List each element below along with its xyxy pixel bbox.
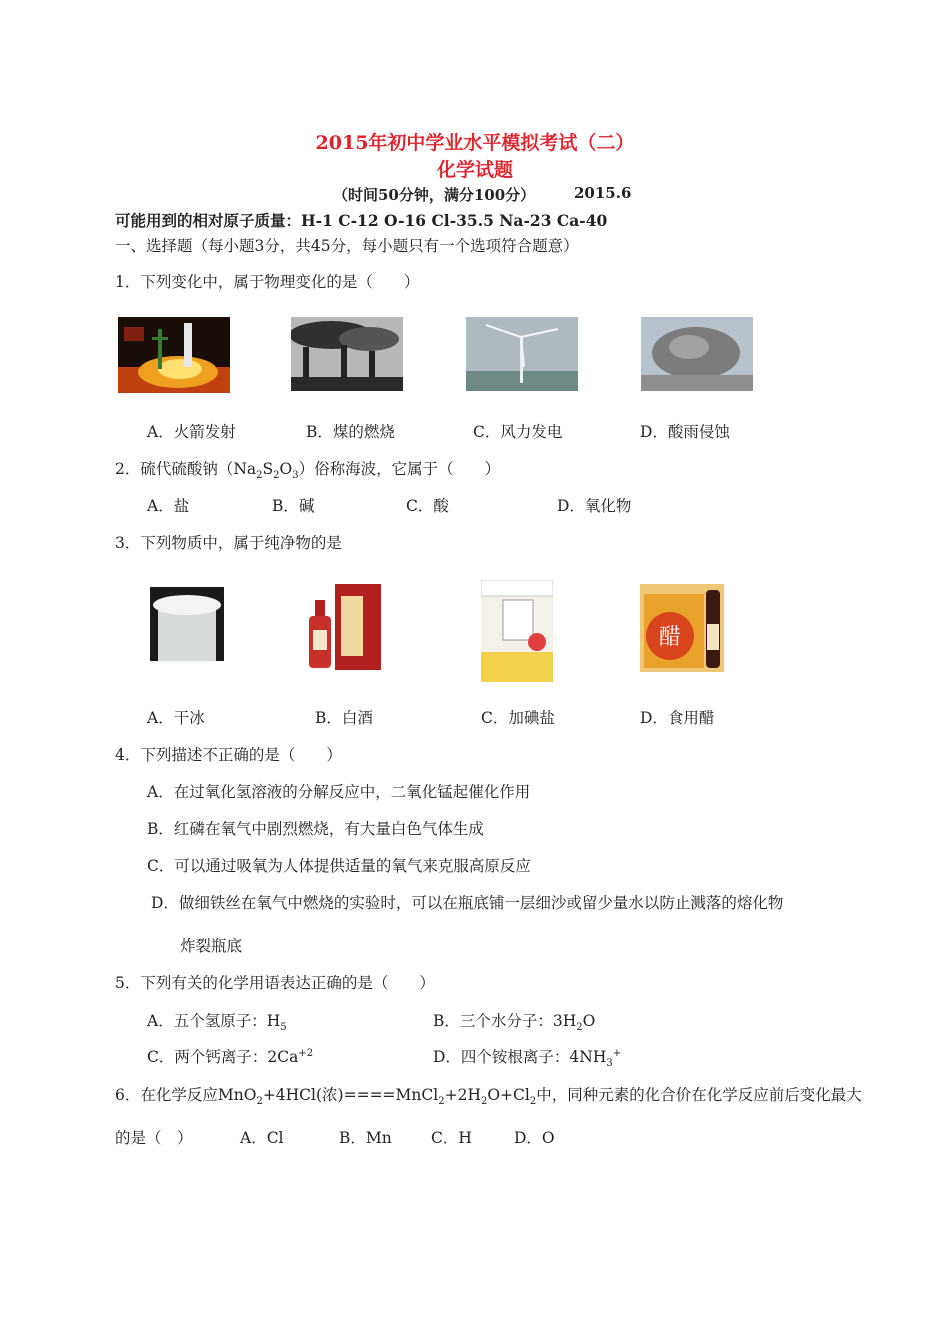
q1-option-b: B．煤的燃烧 <box>306 423 395 441</box>
q4-option-c: C．可以通过吸氧为人体提供适量的氧气来克服高原反应 <box>147 857 531 875</box>
question-2-stem: 2．硫代硫酸钠$(Na_2S_2O_3)$俗称海波，它属于（ ） <box>115 460 501 482</box>
acid-rain-erosion-image <box>641 317 753 391</box>
q5-option-d: D．四个铵根离子：$4NH_3^+$ <box>433 1047 622 1070</box>
question-5-stem: 5．下列有关的化学用语表达正确的是（ ） <box>115 974 435 992</box>
q2-option-a: A．盐 <box>147 497 190 515</box>
q1-option-d: D．酸雨侵蚀 <box>640 423 730 441</box>
iodized-salt-image <box>481 580 553 682</box>
q6-option-d: D．O <box>514 1129 555 1147</box>
q1-option-c: C．风力发电 <box>473 423 563 441</box>
q6-option-c: C．H <box>431 1129 472 1147</box>
wind-power-image <box>466 317 578 391</box>
q4-option-b: B．红磷在氧气中剧烈燃烧，有大量白色气体生成 <box>147 820 484 838</box>
q5-option-b: B．三个水分子：$3H_2O$ <box>433 1012 596 1034</box>
q4-option-d: D．做细铁丝在氧气中燃烧的实验时，可以在瓶底铺一层细沙或留少量水以防止溅落的熔化物 <box>151 894 784 912</box>
q4-option-a: A．在过氧化氢溶液的分解反应中，二氧化锰起催化作用 <box>147 783 531 801</box>
q1-option-a: A．火箭发射 <box>147 423 236 441</box>
q6-option-b: B．Mn <box>339 1129 392 1147</box>
coal-burning-image <box>291 317 403 391</box>
exam-title: 2015年初中学业水平模拟考试（二） <box>315 132 635 154</box>
question-6-stem-continued: 的是（ ） <box>115 1129 193 1147</box>
vinegar-image <box>640 584 724 672</box>
section-heading: 一、选择题（每小题3分，共45分，每小题只有一个选项符合题意） <box>115 237 579 255</box>
vinegar-label: 醋 <box>658 625 682 650</box>
q3-option-b: B．白酒 <box>315 709 373 727</box>
q4-option-d-continued: 炸裂瓶底 <box>180 937 243 955</box>
q3-option-a: A．干冰 <box>147 709 205 727</box>
q2-option-d: D．氧化物 <box>557 497 632 515</box>
q5-option-c: C．两个钙离子：$2Ca^{+2}$ <box>147 1047 314 1066</box>
q3-option-d: D．食用醋 <box>640 709 715 727</box>
q3-option-c: C．加碘盐 <box>481 709 555 727</box>
q5-option-a: A．五个氢原子：$H_5$ <box>147 1012 287 1034</box>
dry-ice-image <box>150 587 224 661</box>
q6-option-a: A．Cl <box>240 1129 284 1147</box>
exam-date: 2015.6 <box>574 184 632 202</box>
q2-option-b: B．碱 <box>272 497 315 515</box>
liquor-image <box>305 580 385 672</box>
exam-subject: 化学试题 <box>436 159 513 181</box>
question-1-stem: 1．下列变化中，属于物理变化的是（ ） <box>115 273 420 291</box>
q2-option-c: C．酸 <box>406 497 449 515</box>
rocket-launch-image <box>118 317 230 393</box>
time-info: （时间50分钟，满分100分） <box>333 186 536 204</box>
atomic-masses: 可能用到的相对原子质量：H-1 C-12 O-16 Cl-35.5 Na-23 Ca-40 <box>115 211 608 230</box>
question-4-stem: 4．下列描述不正确的是（ ） <box>115 746 342 764</box>
question-6-stem: 6．在化学反应MnO$_2$+4HCl(浓)$====MnCl_2+2H_2O+Cl_2$中，同种元素的化合价在化学反应前后变化最大 <box>115 1086 862 1108</box>
question-3-stem: 3．下列物质中，属于纯净物的是 <box>115 534 342 552</box>
